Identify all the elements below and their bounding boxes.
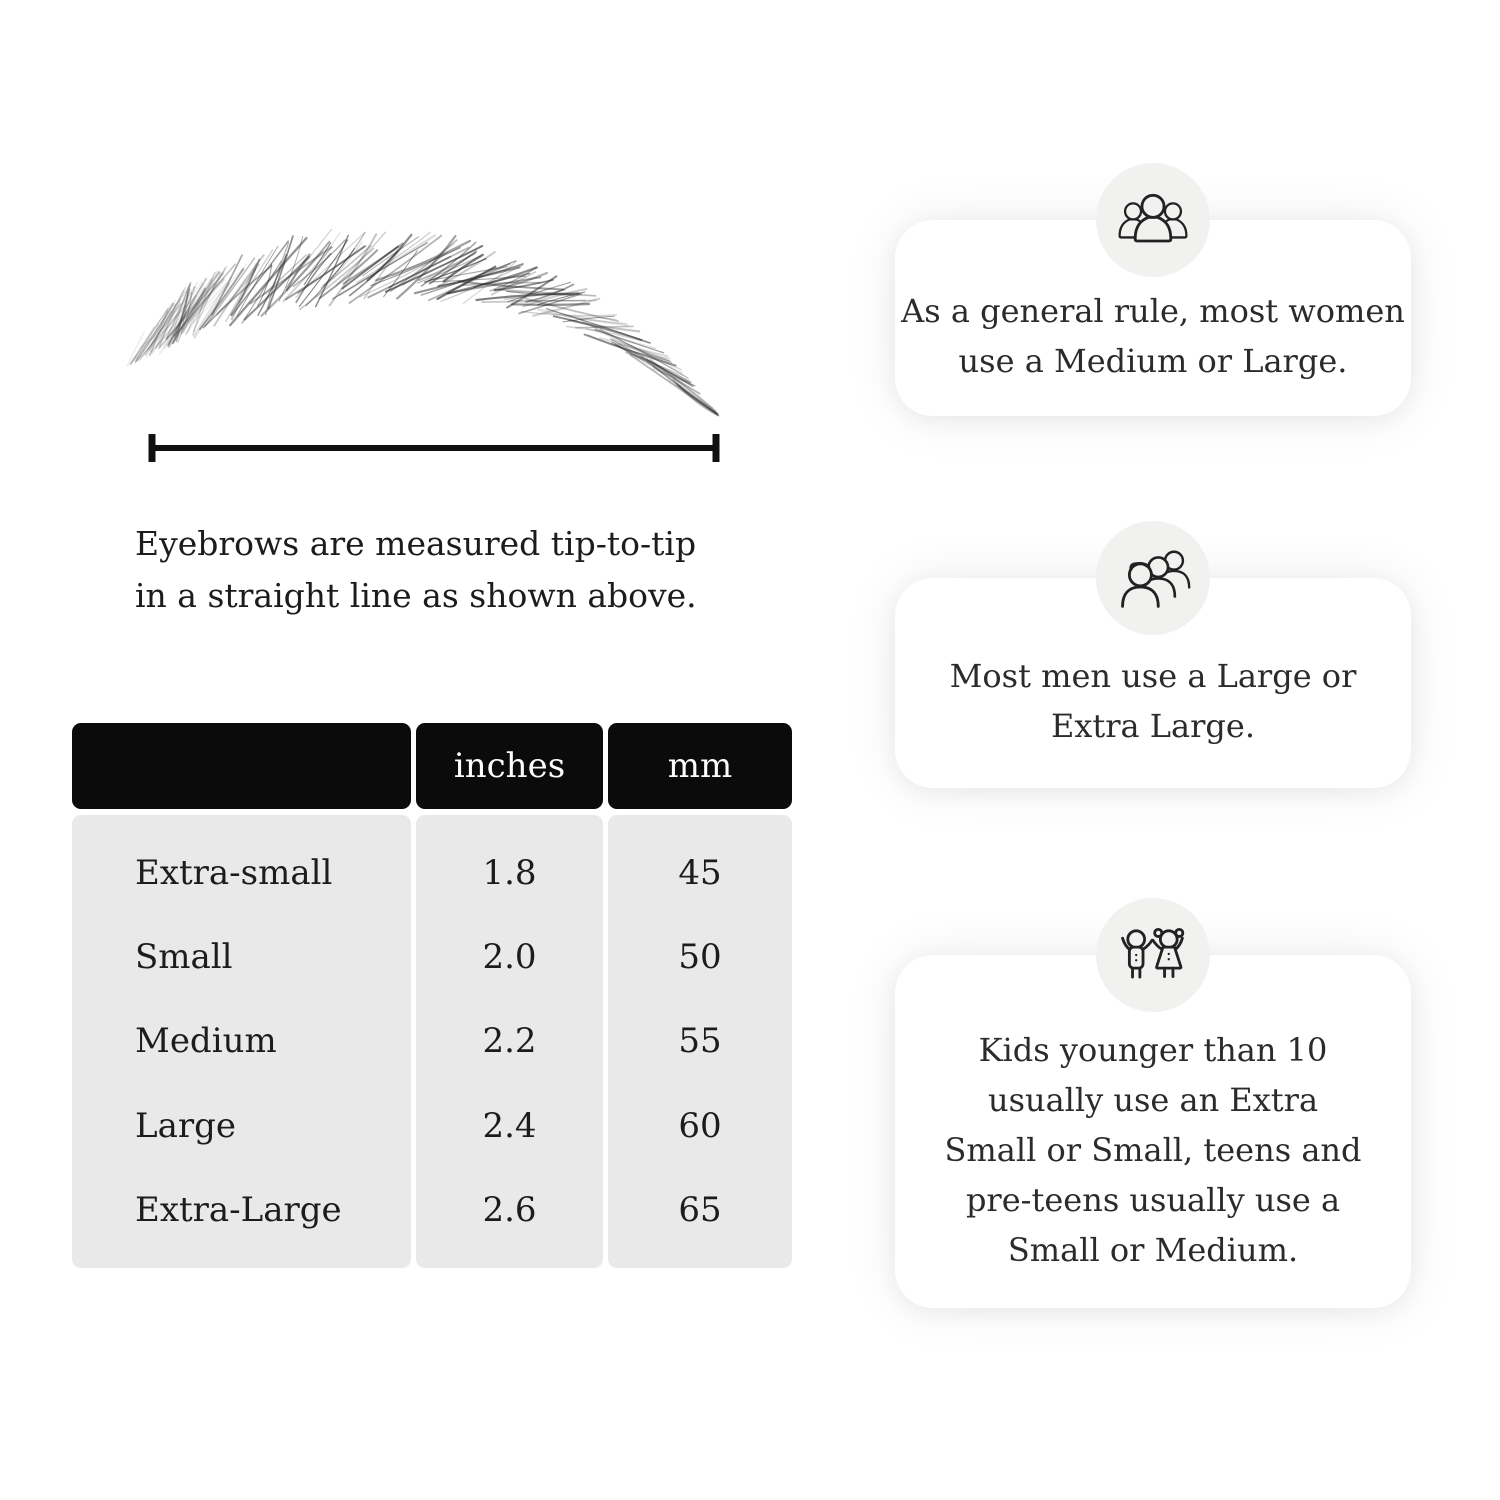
size-label: Extra-small [135, 853, 333, 894]
mm-value: 65 [678, 1189, 722, 1230]
size-table-inches-column [416, 723, 603, 1268]
size-table-corner-header [72, 723, 411, 809]
mm-header: mm [608, 723, 792, 809]
size-table-label-column [72, 723, 411, 1268]
men-card-text-line: Extra Large. [1050, 707, 1256, 745]
measurement-caption [135, 518, 697, 622]
inches-value: 2.0 [482, 937, 537, 978]
women-group-icon [1096, 163, 1210, 277]
size-table-label-body [72, 815, 411, 1268]
kids-size-card [895, 955, 1411, 1308]
size-label: Extra-Large [135, 1189, 342, 1230]
mm-value: 45 [678, 853, 722, 894]
men-card-text-line: Most men use a Large or [949, 657, 1357, 695]
kids-card-text-line: Small or Medium. [1007, 1230, 1299, 1269]
inches-header: inches [416, 723, 603, 809]
kids-card-text-line: Kids younger than 10 [978, 1030, 1328, 1069]
mm-value: 55 [678, 1021, 722, 1062]
kids-card-text-line: pre-teens usually use a [965, 1180, 1341, 1219]
women-card-text-line: use a Medium or Large. [958, 342, 1348, 380]
size-label: Medium [135, 1021, 277, 1062]
size-label: Large [135, 1105, 236, 1146]
kids-card-text-line: Small or Small, teens and [944, 1130, 1362, 1169]
inches-value: 2.4 [482, 1105, 537, 1146]
kids-icon [1096, 898, 1210, 1012]
mm-value: 60 [678, 1105, 722, 1146]
size-label: Small [135, 937, 233, 978]
women-size-card [895, 220, 1411, 416]
men-group-icon [1096, 521, 1210, 635]
size-table-inches-body [416, 815, 603, 1268]
inches-value: 2.6 [482, 1189, 537, 1230]
caption-line-1: Eyebrows are measured tip-to-tip [135, 524, 697, 563]
kids-card-text-line: usually use an Extra [987, 1080, 1319, 1119]
measurement-line [152, 434, 716, 462]
eyebrow-hairs [127, 229, 718, 415]
mm-value: 50 [678, 937, 722, 978]
inches-value: 2.2 [482, 1021, 537, 1062]
women-card-text-line: As a general rule, most women [901, 292, 1405, 330]
caption-line-2: in a straight line as shown above. [135, 576, 697, 615]
men-size-card [895, 578, 1411, 788]
size-table-mm-column [608, 723, 792, 1268]
size-table-mm-body [608, 815, 792, 1268]
size-table [72, 723, 794, 1269]
eyebrow-illustration [90, 212, 750, 467]
inches-value: 1.8 [482, 853, 537, 894]
